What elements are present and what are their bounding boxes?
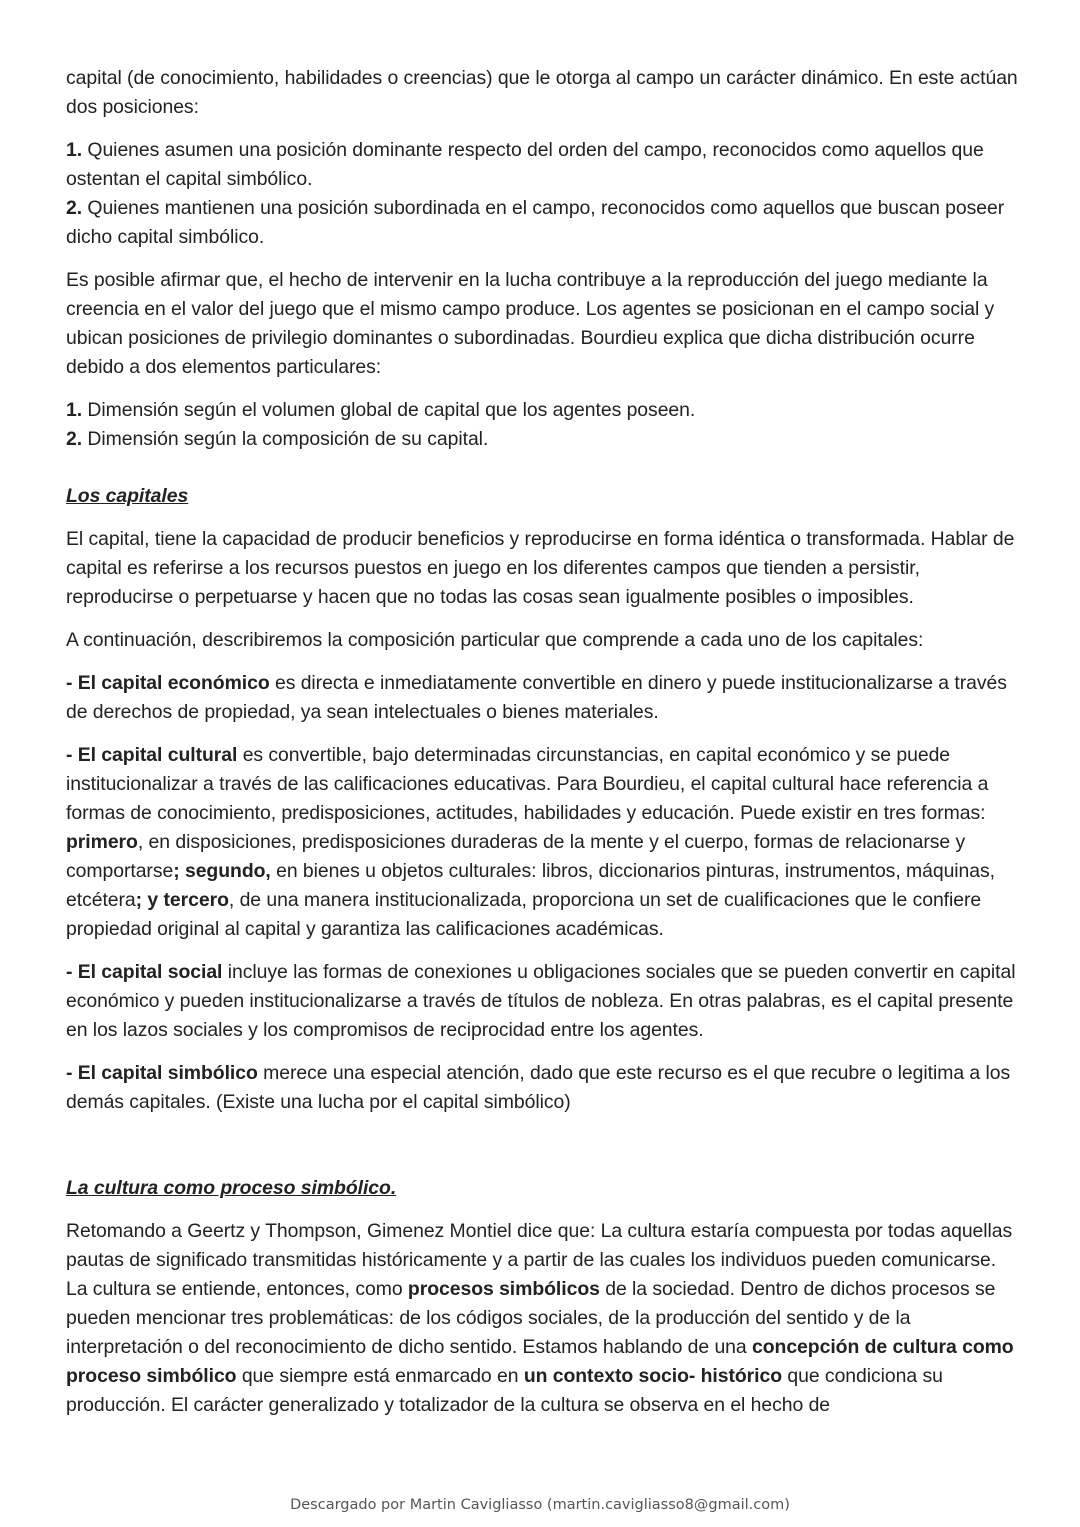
lucha-paragraph: Es posible afirmar que, el hecho de intervenir en la lucha contribuye a la reproducción del juego mediante la creencia en el valor del juego que el mismo campo produce. Los agentes se posicionan en el campo social y ubican posiciones de privilegio dominantes o subordinadas. Bourdieu explica que dicha distribución ocurre debido a dos elementos particulares: xyxy=(66,269,995,378)
intro-paragraph: capital (de conocimiento, habilidades o creencias) que le otorga al campo un carácter dinámico. En este actúan dos posiciones: xyxy=(66,67,1018,118)
list-item: 2. Dimensión según la composición de su capital. xyxy=(66,428,489,450)
list-item: 2. Quienes mantienen una posición subordinada en el campo, reconocidos como aquellos que buscan poseer dicho capital simbólico. xyxy=(66,197,1005,248)
document-page xyxy=(66,64,1018,1434)
capital-economico-paragraph: - El capital económico es directa e inmediatamente convertible en dinero y puede institucionalizarse a través de derechos de propiedad, ya sean intelectuales o bienes materiales. xyxy=(66,672,1007,723)
download-footer: Descargado por Martin Cavigliasso (martin.cavigliasso8@gmail.com) xyxy=(290,1497,790,1513)
dimensions-list xyxy=(66,396,1018,454)
list-item: 1. Dimensión según el volumen global de capital que los agentes poseen. xyxy=(66,399,696,421)
capitales-paragraph-2: A continuación, describiremos la composición particular que comprende a cada uno de los capitales: xyxy=(66,629,924,651)
cultura-paragraph: Retomando a Geertz y Thompson, Gimenez Montiel dice que: La cultura estaría compuesta por todas aquellas pautas de significado transmitidas históricamente y a partir de las cuales los individuos pueden comunicarse. La cultura se entiende, entonces, como procesos simbólicos de la sociedad. Dentro de dichos procesos se pueden mencionar tres problemáticas: de los códigos sociales, de la producción del sentido y de la interpretación o del reconocimiento de dicho sentido. Estamos hablando de una concepción de cultura como proceso simbólico que siempre está enmarcado en un contexto socio- histórico que condiciona su producción. El carácter generalizado y totalizador de la cultura se observa en el hecho de xyxy=(66,1220,1014,1416)
capital-simbolico-paragraph: - El capital simbólico merece una especial atención, dado que este recurso es el que recubre o legitima a los demás capitales. (Existe una lucha por el capital simbólico) xyxy=(66,1062,1011,1113)
list-item: 1. Quienes asumen una posición dominante respecto del orden del campo, reconocidos como aquellos que ostentan el capital simbólico. xyxy=(66,139,984,190)
section-heading-capitales: Los capitales xyxy=(66,485,189,507)
capital-social-paragraph: - El capital social incluye las formas de conexiones u obligaciones sociales que se pueden convertir en capital económico y pueden institucionalizarse a través de títulos de nobleza. En otras palabras, es el capital presente en los lazos sociales y los compromisos de reciprocidad entre los agentes. xyxy=(66,961,1016,1041)
positions-list xyxy=(66,136,1018,252)
capital-cultural-paragraph: - El capital cultural es convertible, bajo determinadas circunstancias, en capital económico y se puede institucionalizar a través de las calificaciones educativas. Para Bourdieu, el capital cultural hace referencia a formas de conocimiento, predisposiciones, actitudes, habilidades y educación. Puede existir en tres formas: primero, en disposiciones, predisposiciones duraderas de la mente y el cuerpo, formas de relacionarse y comportarse; segundo, en bienes u objetos culturales: libros, diccionarios pinturas, instrumentos, máquinas, etcétera; y tercero, de una manera institucionalizada, proporciona un set de cualificaciones que le confiere propiedad original al capital y garantiza las calificaciones académicas. xyxy=(66,744,996,940)
section-heading-cultura: La cultura como proceso simbólico. xyxy=(66,1177,397,1199)
capitales-paragraph-1: El capital, tiene la capacidad de producir beneficios y reproducirse en forma idéntica o transformada. Hablar de capital es referirse a los recursos puestos en juego en los diferentes campos que tienden a persistir, reproducirse o perpetuarse y hacen que no todas las cosas sean igualmente posibles o imposibles. xyxy=(66,528,1015,608)
